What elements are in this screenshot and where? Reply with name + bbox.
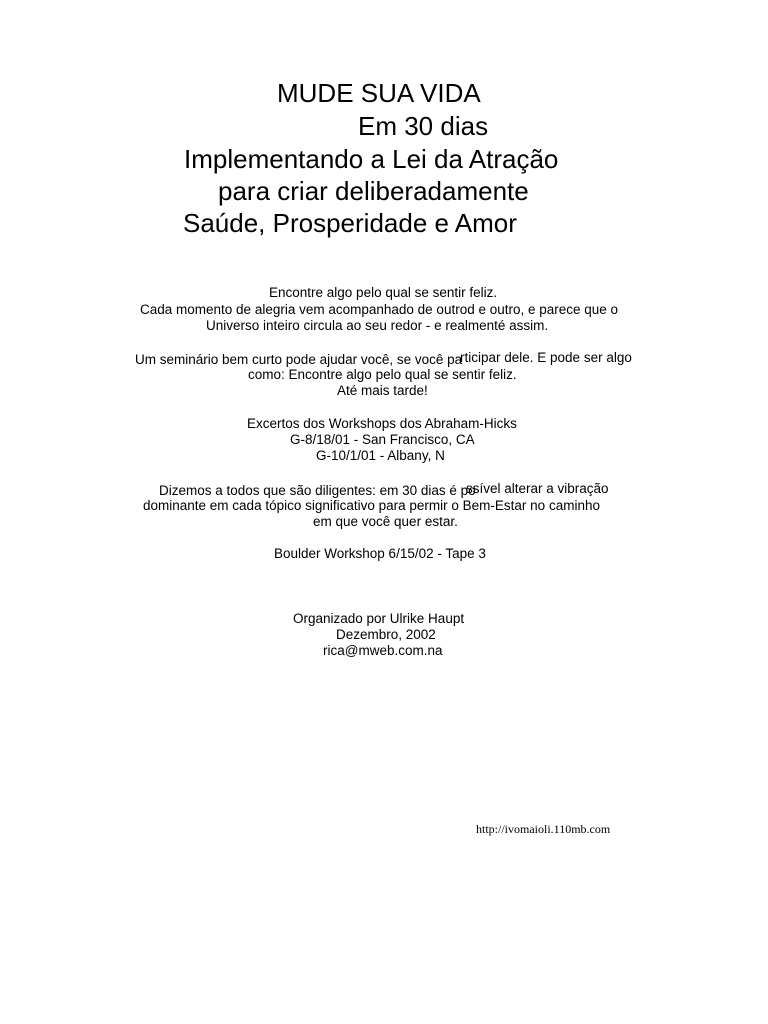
title-line-1: MUDE SUA VIDA bbox=[277, 78, 481, 108]
title-line-2: Em 30 dias bbox=[358, 111, 489, 141]
diligent-line-3: em que você quer estar. bbox=[313, 514, 458, 529]
title-line-3: Implementando a Lei da Atração bbox=[184, 144, 559, 174]
diligent-line-2: dominante em cada tópico significativo para permir o Bem-Estar no caminho bbox=[143, 498, 600, 513]
excerpts-line-3: G-10/1/01 - Albany, N bbox=[316, 448, 445, 463]
title-line-5: Saúde, Prosperidade e Amor bbox=[183, 208, 517, 238]
intro-line-2: Cada momento de alegria vem acompanhado de outrod e outro, e parece que o bbox=[140, 302, 619, 317]
seminar-line-1-start: Um seminário bem curto pode ajudar você, se você pa bbox=[135, 352, 463, 367]
website-url: http://ivomaioli.110mb.com bbox=[476, 822, 611, 836]
seminar-line-1-end: rticipar dele. E pode ser algo bbox=[460, 350, 632, 365]
title-line-4: para criar deliberadamente bbox=[218, 176, 529, 206]
excerpts-line-1: Excertos dos Workshops dos Abraham-Hicks bbox=[247, 416, 517, 431]
intro-line-1: Encontre algo pelo qual se sentir feliz. bbox=[269, 285, 498, 300]
seminar-line-3: Até mais tarde! bbox=[337, 383, 428, 398]
boulder-workshop: Boulder Workshop 6/15/02 - Tape 3 bbox=[274, 546, 486, 561]
diligent-line-1-start: Dizemos a todos que são diligentes: em 30 dias é po bbox=[159, 483, 476, 498]
organizer-date: Dezembro, 2002 bbox=[336, 627, 436, 642]
organizer-email: rica@mweb.com.na bbox=[323, 643, 443, 658]
diligent-line-1-end: ssível alterar a vibração bbox=[466, 481, 609, 496]
organizer-name: Organizado por Ulrike Haupt bbox=[293, 611, 465, 626]
seminar-line-2: como: Encontre algo pelo qual se sentir feliz. bbox=[248, 367, 517, 382]
intro-line-3: Universo inteiro circula ao seu redor - e realmenté assim. bbox=[206, 318, 549, 333]
excerpts-line-2: G-8/18/01 - San Francisco, CA bbox=[290, 432, 475, 447]
